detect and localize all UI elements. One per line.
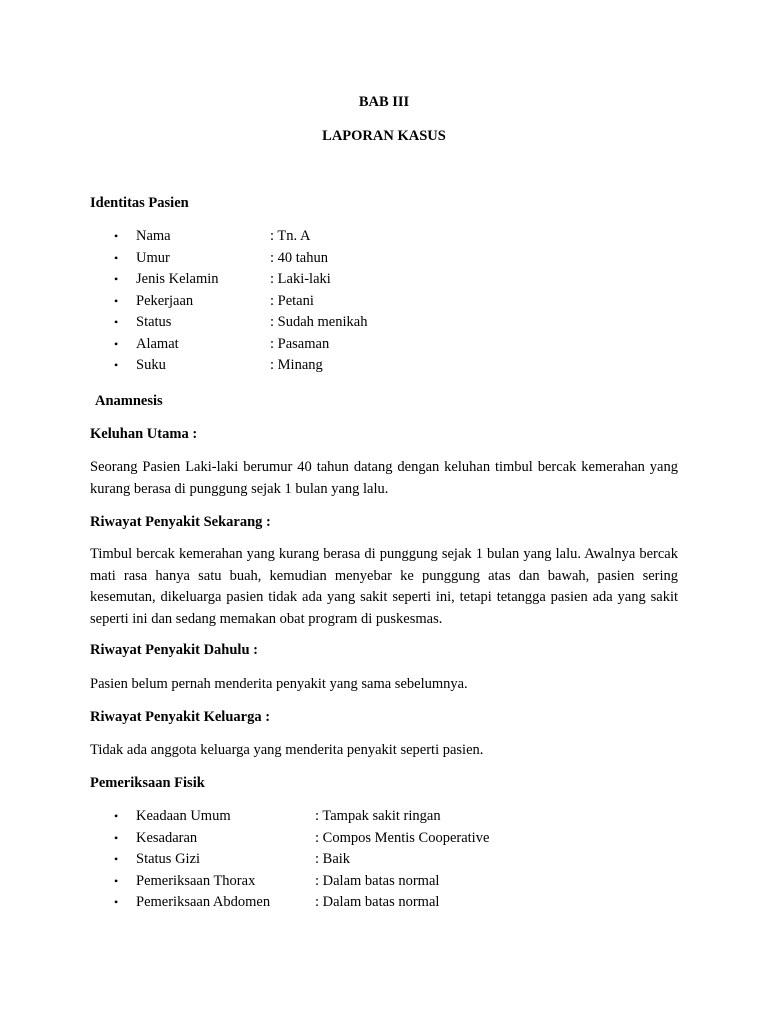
bullet-icon: • <box>114 873 119 888</box>
item-label: Umur <box>136 249 170 266</box>
item-label: Jenis Kelamin <box>136 271 219 287</box>
family-history-heading: Riwayat Penyakit Keluarga : <box>90 709 271 725</box>
family-history-text: Tidak ada anggota keluarga yang menderita penyakit seperti pasien. <box>90 742 484 758</box>
physical-exam-heading: Pemeriksaan Fisik <box>90 775 205 791</box>
item-value: : Baik <box>315 851 351 867</box>
bullet-icon: • <box>114 895 119 909</box>
chief-complaint-text: Seorang Pasien Laki-laki berumur 40 tahun datang dengan keluhan timbul bercak kemerahan yang kurang berasa di punggung sejak 1 bulan yang lalu. <box>90 459 678 497</box>
item-value: : Laki-laki <box>270 271 331 287</box>
item-value: : Compos Mentis Cooperative <box>315 829 490 846</box>
item-label: Pekerjaan <box>136 292 194 309</box>
bullet-icon: • <box>114 852 119 866</box>
bullet-icon: • <box>114 809 119 823</box>
chief-complaint-heading: Keluhan Utama : <box>90 426 198 442</box>
past-illness-text: Pasien belum pernah menderita penyakit yang sama sebelumnya. <box>90 676 468 692</box>
item-value: : Pasaman <box>270 335 330 352</box>
bullet-icon: • <box>114 293 119 308</box>
item-label: Pemeriksaan Thorax <box>136 872 256 889</box>
item-label: Alamat <box>136 335 179 352</box>
item-value: : Dalam batas normal <box>315 894 440 910</box>
item-value: : Petani <box>270 292 314 309</box>
report-title: LAPORAN KASUS <box>322 128 446 144</box>
bullet-icon: • <box>114 250 119 265</box>
bullet-icon: • <box>114 358 119 372</box>
identity-heading: Identitas Pasien <box>90 195 189 211</box>
bullet-icon: • <box>114 229 119 243</box>
item-value: : 40 tahun <box>270 249 328 266</box>
item-label: Status Gizi <box>136 851 201 867</box>
item-label: Pemeriksaan Abdomen <box>136 894 271 910</box>
item-value: : Tampak sakit ringan <box>315 808 441 824</box>
item-label: Kesadaran <box>136 829 198 846</box>
item-label: Status <box>136 314 172 330</box>
bullet-icon: • <box>114 272 119 286</box>
bullet-icon: • <box>114 315 119 329</box>
item-label: Keadaan Umum <box>136 808 231 824</box>
present-illness-heading: Riwayat Penyakit Sekarang : <box>90 514 271 530</box>
present-illness-text: Timbul bercak kemerahan yang kurang berasa di punggung sejak 1 bulan yang lalu. Awalnya bercak mati rasa hanya satu buah, kemudian menyebar ke punggung atas dan bawah, pasien sering kesemutan, dikeluarga pasien tidak ada yang sakit seperti ini, tetapi tetangga pasien ada yang sakit seperti ini dan sedang memakan obat program di puskesmas. <box>90 546 678 627</box>
item-value: : Tn. A <box>270 228 311 244</box>
item-value: : Minang <box>270 357 323 373</box>
bullet-icon: • <box>114 336 119 351</box>
item-label: Nama <box>136 228 171 244</box>
anamnesis-heading: Anamnesis <box>95 393 163 409</box>
bullet-icon: • <box>114 830 119 845</box>
item-label: Suku <box>136 357 166 373</box>
chapter-heading: BAB III <box>358 94 410 110</box>
item-value: : Sudah menikah <box>270 314 368 330</box>
item-value: : Dalam batas normal <box>315 872 440 889</box>
past-illness-heading: Riwayat Penyakit Dahulu : <box>90 642 258 658</box>
